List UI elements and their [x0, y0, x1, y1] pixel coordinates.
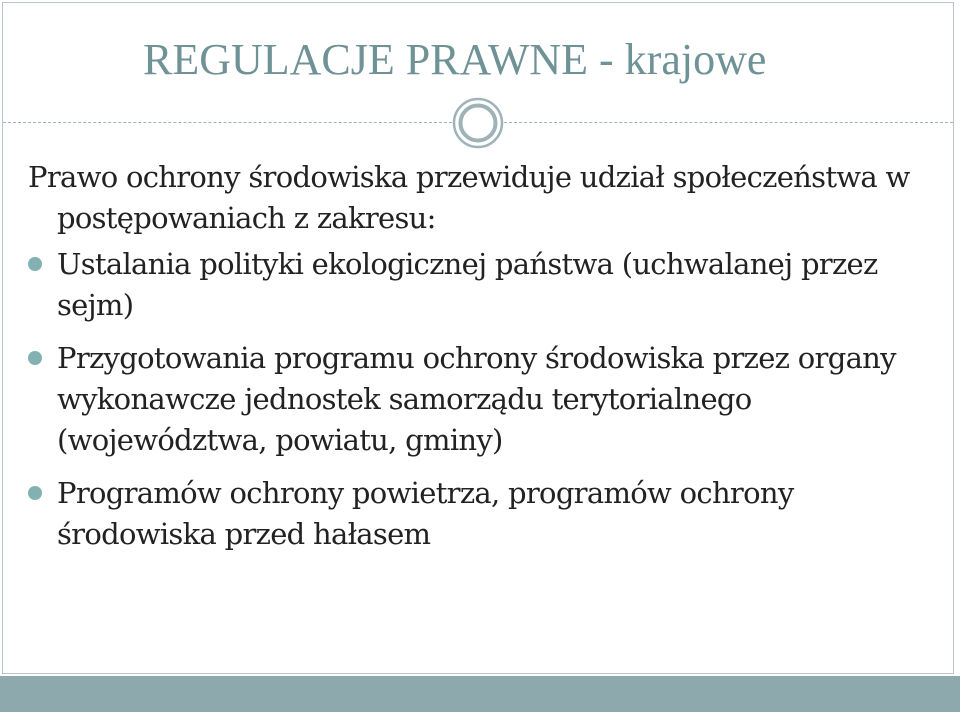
bullet-item: [28, 473, 928, 555]
intro-paragraph: Prawo ochrony środowiska przewiduje udział społeczeństwa w postępowaniach z zakresu:: [28, 160, 910, 235]
bullet-dot-icon: [28, 486, 42, 500]
bullet-text: Programów ochrony powietrza, programów ochrony środowiska przed hałasem: [57, 476, 794, 551]
double-circle-ornament-icon: [452, 97, 504, 149]
bullet-dot-icon: [28, 351, 42, 365]
slide-content: [28, 157, 928, 567]
bullet-item: [28, 244, 928, 326]
bullet-dot-icon: [28, 257, 42, 271]
bottom-band: [0, 676, 960, 712]
bullet-item: [28, 338, 928, 461]
bullet-list: [28, 244, 928, 555]
bullet-text: Przygotowania programu ochrony środowiska przez organy wykonawcze jednostek samorządu terytorialnego (województwa, powiatu, gminy): [57, 341, 896, 457]
bullet-text: Ustalania polityki ekologicznej państwa (uchwalanej przez sejm): [57, 247, 878, 322]
slide-title: REGULACJE PRAWNE - krajowe: [143, 35, 767, 84]
